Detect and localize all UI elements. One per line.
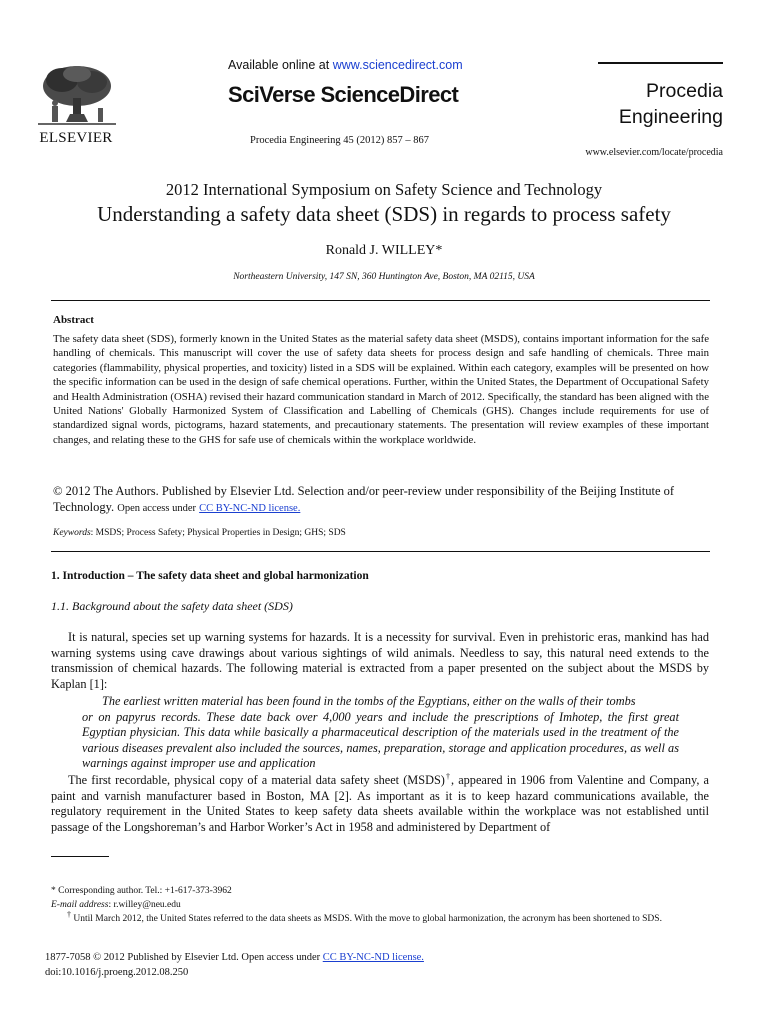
journal-name-line2: Engineering xyxy=(618,106,723,128)
journal-url[interactable]: www.elsevier.com/locate/procedia xyxy=(585,147,723,158)
quote-first-line: The earliest written material has been found in the tombs of the Egyptians, either on the walls of their tombs xyxy=(102,694,636,708)
elsevier-logo xyxy=(22,62,130,152)
footnote-marker[interactable]: † xyxy=(444,771,451,781)
footnote-divider xyxy=(51,856,109,857)
history-text-end: , appeared in 1906 from Valentine and Company, a paint and varnish manufacturer based in Boston, MA [2]. As important as it is to keep hazard communications available, the regulatory requirement in the United States to keep safety data sheets available within the workplace was not established until passage of the Longshoreman’s and Harbor Worker’s Act in 1958 and administered by Department of xyxy=(51,773,710,834)
available-prefix: Available online at xyxy=(228,58,333,72)
paper-title: Understanding a safety data sheet (SDS) in regards to process safety xyxy=(97,202,671,226)
open-access-text: Open access under xyxy=(117,503,196,514)
email-address[interactable]: : r.willey@neu.edu xyxy=(108,900,181,910)
footer-license-link[interactable]: CC BY-NC-ND license. xyxy=(322,952,424,963)
dagger-mark: † xyxy=(67,909,71,919)
abstract-divider xyxy=(51,551,710,552)
history-paragraph xyxy=(51,773,709,835)
history-text-start: The first recordable, physical copy of a material data safety sheet (MSDS) xyxy=(68,773,445,787)
keywords xyxy=(53,528,346,538)
license-link[interactable]: CC BY-NC-ND license. xyxy=(199,503,301,514)
sciencedirect-link[interactable]: www.sciencedirect.com xyxy=(332,58,463,72)
email-note xyxy=(51,900,181,910)
issn-line xyxy=(45,952,424,963)
dagger-footnote-text: Until March 2012, the United States referred to the data sheets as MSDS. With the move to global harmonization, the acronym has been shortened to SDS. xyxy=(71,914,662,924)
journal-citation: Procedia Engineering 45 (2012) 857 – 867 xyxy=(250,135,430,146)
conference-name: 2012 International Symposium on Safety Science and Technology xyxy=(165,180,603,199)
abstract-heading: Abstract xyxy=(53,314,94,326)
intro-paragraph: It is natural, species set up warning systems for hazards. It is a necessity for survival. Even in prehistoric eras, mankind has had warning systems using cave drawings about various sightings of wild animals. Needless to say, this natural need extends to the transmission of chemical hazards. The following material is extracted from a paper presented on the subject about the MSDS by Kaplan [1]: xyxy=(51,630,709,691)
corresponding-author-note: * Corresponding author. Tel.: +1-617-373-3962 xyxy=(51,886,232,896)
availability-line xyxy=(228,58,463,72)
journal-name-line1: Procedia xyxy=(646,80,723,102)
author-affiliation: Northeastern University, 147 SN, 360 Huntington Ave, Boston, MA 02115, USA xyxy=(233,272,535,282)
subsection-heading: 1.1. Background about the safety data sheet (SDS) xyxy=(51,599,293,613)
keywords-list: : MSDS; Process Safety; Physical Properties in Design; GHS; SDS xyxy=(90,528,346,538)
title-divider xyxy=(51,300,710,301)
quote-body: or on papyrus records. These date back over 4,000 years and include the prescriptions of Imhotep, the first great Egyptian physician. This data while basically a pharmaceutical description of the materials used in the treatment of the various diseases prevalent also included the sources, names, preparation, storage and application procedures, as well as warnings against improper use and application xyxy=(82,709,679,770)
dagger-footnote xyxy=(51,909,709,926)
keywords-label: Keywords xyxy=(53,528,91,538)
abstract-body: The safety data sheet (SDS), formerly known in the United States as the material safety data sheet (MSDS), contains important information for the safe handling of chemicals. This manuscript will cover the use of safety data sheets for process design and safe handling of chemicals. Three main categories (flammability, physical properties, and toxicity) listed in a SDS will be explained. Within each category, examples will be presented on how the specific information can be used in the design of safe chemical operations. Further, within the United States, the Department of Occupational Safety and Health Administration (OSHA) revised their hazard communication standard in March of 2012. Specifically, the standard has been aligned with the United Nations' Globally Harmonized System of Classification and Labelling of Chemicals (GHS). Changes include requirements for use of standardized signal words, pictograms, hazard statements, and precautionary statements. The presentation will review examples of these important changes, and relating these to the GHS for safe use of chemicals within the workplace worldwide. xyxy=(53,333,709,446)
footer-open-access: Open access under xyxy=(238,952,323,963)
author-name: Ronald J. WILLEY* xyxy=(325,243,443,258)
kaplan-quote xyxy=(82,694,679,772)
issn-text: 1877-7058 © 2012 Published by Elsevier Ltd. xyxy=(45,952,239,963)
email-label: E-mail address xyxy=(51,900,109,910)
doi-line[interactable]: doi:10.1016/j.proeng.2012.08.250 xyxy=(45,967,189,978)
section-heading: 1. Introduction – The safety data sheet and global harmonization xyxy=(51,570,369,582)
publisher-wordmark: ELSEVIER xyxy=(39,130,113,146)
copyright-notice xyxy=(53,483,709,517)
journal-title-box xyxy=(598,62,723,130)
copyright-text: © 2012 The Authors. Published by Elsevier Ltd. Selection and/or peer-review under responsibility of the Beijing Institute of Technology. xyxy=(53,484,675,514)
sciverse-brand: SciVerse ScienceDirect xyxy=(228,82,459,107)
